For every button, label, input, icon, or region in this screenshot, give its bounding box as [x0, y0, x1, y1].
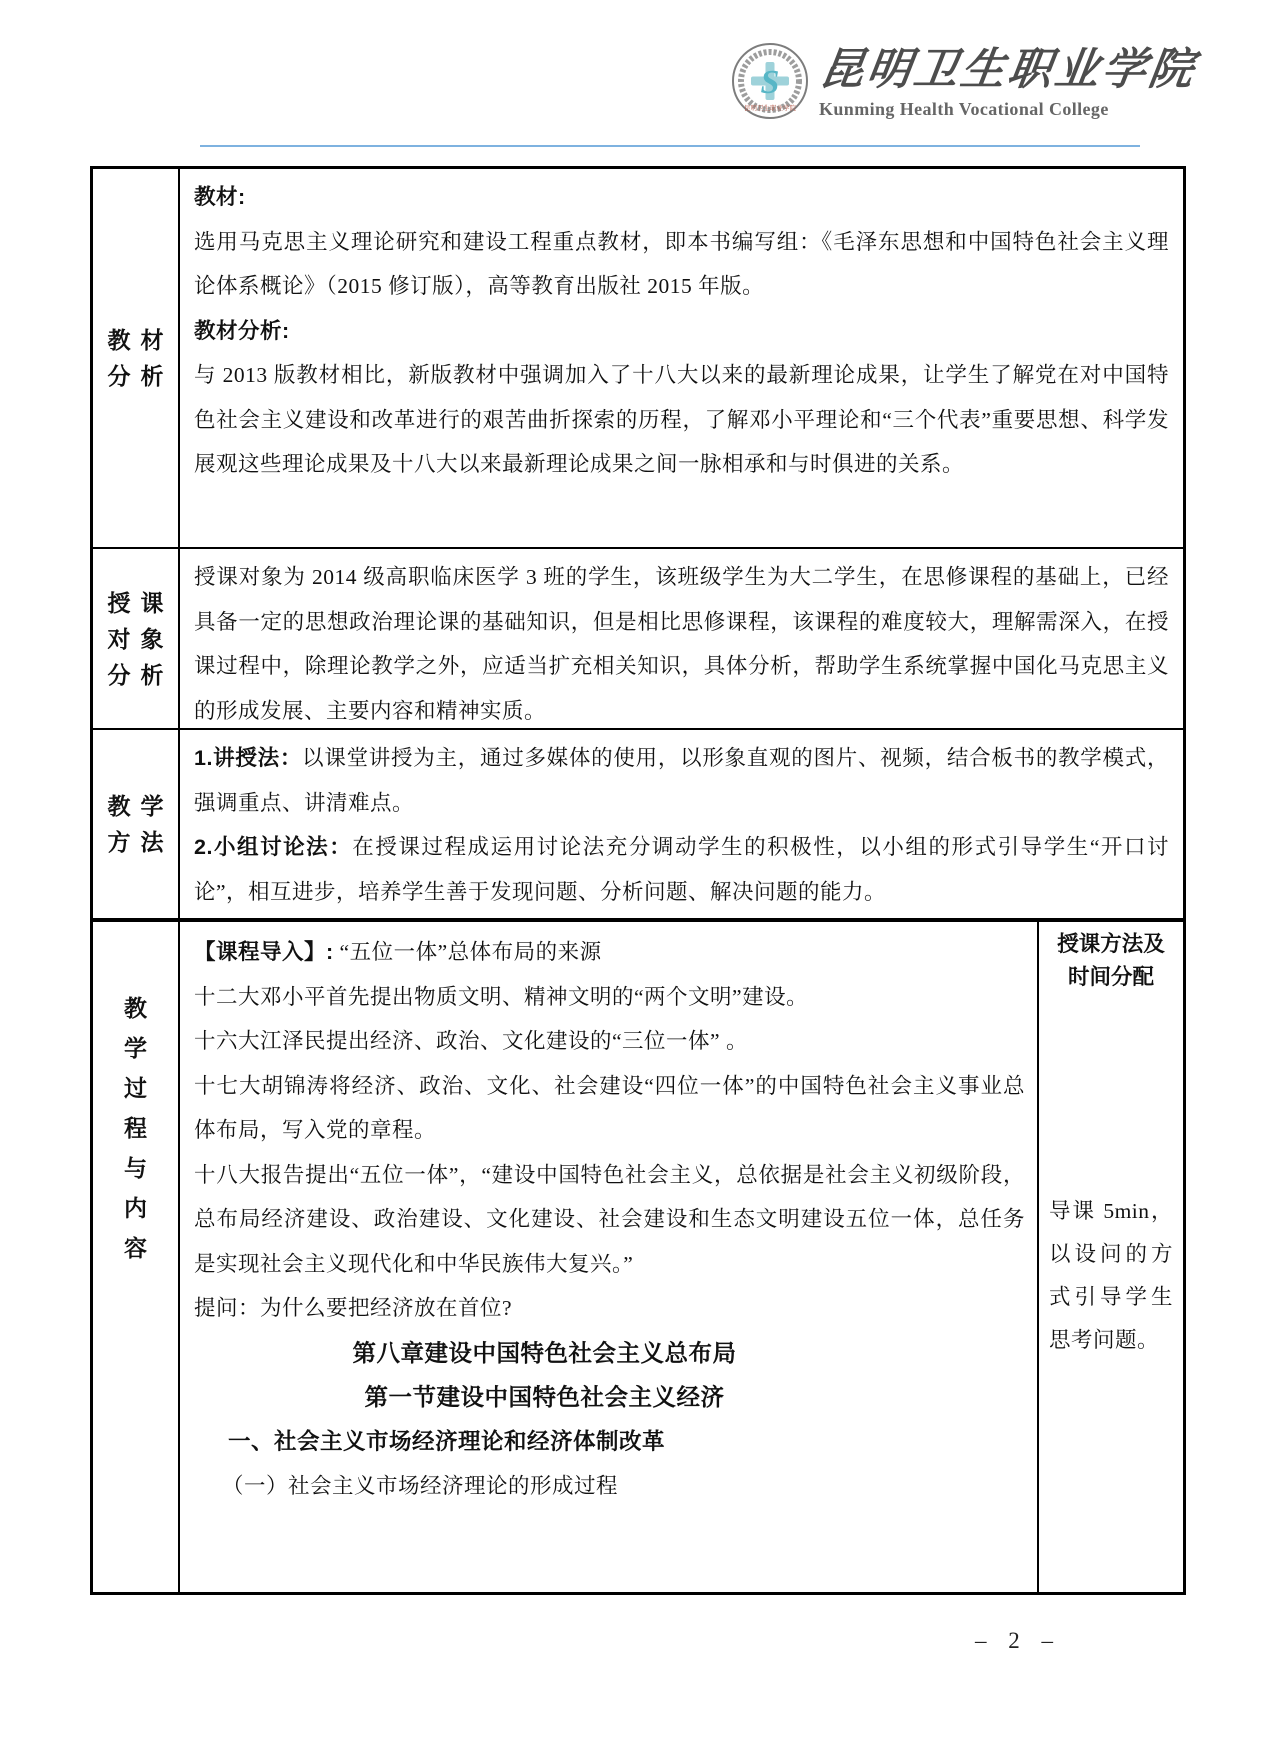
row-header-char: 程: [124, 1115, 147, 1141]
row-header-line: 分析: [107, 363, 174, 389]
textbook-analysis-paragraph: 与 2013 版教材相比，新版教材中强调加入了十八大以来的最新理论成果，让学生了解党在对中国特色社会主义建设和改革进行的艰苦曲折探索的历程，了解邓小平理论和“三个代表”重要思想、科学发展观这些理论成果及十八大以来最新理论成果之间一脉相承和与时俱进的关系。: [194, 363, 1169, 476]
teaching-process-content: [180, 922, 1037, 1592]
section-heading: 第一节建设中国特色社会主义经济: [364, 1384, 725, 1410]
row-header-line: 授课: [107, 589, 174, 616]
textbook-label: 教材:: [194, 185, 246, 209]
cell-teaching-process: [180, 922, 1183, 1592]
row-header-textbook-analysis: [93, 169, 180, 547]
course-intro-text: “五位一体”总体布局的来源: [339, 940, 602, 964]
course-intro-line: [194, 930, 1025, 975]
side-column-methods-time: [1037, 922, 1183, 1592]
chapter-heading: 第八章建设中国特色社会主义总布局: [352, 1339, 737, 1366]
row-header-char: 内: [124, 1195, 147, 1221]
table-row-teaching-methods: [93, 730, 1183, 922]
row-header-line: 对象: [107, 625, 174, 652]
course-intro-label: 【课程导入】:: [194, 940, 334, 964]
audience-paragraph: 授课对象为 2014 级高职临床医学 3 班的学生，该班级学生为大二学生，在思修课程的基础上，已经具备一定的思想政治理论课的基础知识，但是相比思修课程，该课程的难度较大，理解需深入，在授课过程中，除理论教学之外，应适当扩充相关知识，具体分析，帮助学生系统掌握中国化马克思主义的形成发展、主要内容和精神实质。: [194, 565, 1169, 723]
method-lecture: [194, 736, 1169, 825]
row-header-char: 与: [124, 1155, 147, 1181]
row-header-teaching-process: [93, 922, 180, 1592]
lesson-plan-table: [90, 166, 1186, 1595]
history-point-18th-congress: 十八大报告提出“五位一体”，“建设中国特色社会主义，总依据是社会主义初级阶段，总布局经济建设、政治建设、文化建设、社会建设和生态文明建设五位一体，总任务是实现社会主义现代化和中华民族伟大复兴。”: [194, 1162, 1025, 1276]
page-number: – 2 –: [975, 1628, 1061, 1653]
history-point-17th-congress: 十七大胡锦涛将经济、政治、文化、社会建设“四位一体”的中国特色社会主义事业总体布局，写入党的章程。: [194, 1073, 1025, 1142]
row-header-char: 容: [124, 1235, 147, 1261]
header-divider-line: [200, 145, 1140, 147]
textbook-analysis-label: 教材分析:: [194, 318, 290, 343]
row-header-teaching-methods: [93, 730, 180, 918]
seal-bottom-text: 昆明卫生职业学院: [744, 105, 796, 112]
row-header-char: 教: [124, 995, 147, 1021]
row-header-line: 教材: [107, 327, 174, 353]
method-discussion: [194, 825, 1169, 914]
table-row-textbook-analysis: [93, 169, 1183, 549]
college-seal-icon: [731, 42, 809, 120]
college-name-en: Kunming Health Vocational College: [819, 99, 1109, 119]
subheading-1-1: （一）社会主义市场经济理论的形成过程: [222, 1474, 619, 1498]
method-discussion-text: 在授课过程成运用讨论法充分调动学生的积极性，以小组的形式引导学生“开口讨论”，相互进步，培养学生善于发现问题、分析问题、解决问题的能力。: [194, 835, 1170, 904]
row-header-char: 学: [124, 1035, 147, 1061]
method-discussion-label: 2.小组讨论法：: [194, 835, 353, 859]
row-header-line: 教学: [107, 793, 174, 819]
cell-teaching-methods: [180, 730, 1183, 918]
history-point-16th-congress: 十六大江泽民提出经济、政治、文化建设的“三位一体” 。: [194, 1029, 748, 1053]
row-header-char: 过: [124, 1075, 147, 1101]
table-row-teaching-process: [93, 922, 1183, 1592]
side-column-note: 导课 5min，以设问的方式引导学生思考问题。: [1049, 1199, 1173, 1352]
subheading-1: 一、社会主义市场经济理论和经济体制改革: [228, 1428, 666, 1454]
lead-in-question: 提问：为什么要把经济放在首位?: [194, 1296, 513, 1320]
row-header-line: 方法: [107, 829, 174, 855]
method-lecture-label: 1.讲授法：: [194, 746, 303, 770]
table-row-audience-analysis: [93, 549, 1183, 730]
history-point-12th-congress: 十二大邓小平首先提出物质文明、精神文明的“两个文明”建设。: [194, 984, 809, 1009]
college-name-zh: 昆明卫生职业学院: [816, 44, 1200, 95]
seal-center-letter: S: [760, 64, 780, 101]
row-header-audience-analysis: [93, 549, 180, 728]
cell-audience-analysis: [180, 549, 1183, 728]
method-lecture-text: 以课堂讲授为主，通过多媒体的使用，以形象直观的图片、视频，结合板书的教学模式，强调重点、讲清难点。: [194, 746, 1169, 815]
row-header-line: 分析: [107, 661, 174, 688]
textbook-paragraph: 选用马克思主义理论研究和建设工程重点教材，即本书编写组：《毛泽东思想和中国特色社会主义理论体系概论》（2015 修订版），高等教育出版社 2015 年版。: [194, 229, 1169, 298]
side-column-title: 授课方法及时间分配: [1057, 932, 1165, 989]
cell-textbook-analysis: [180, 169, 1183, 547]
